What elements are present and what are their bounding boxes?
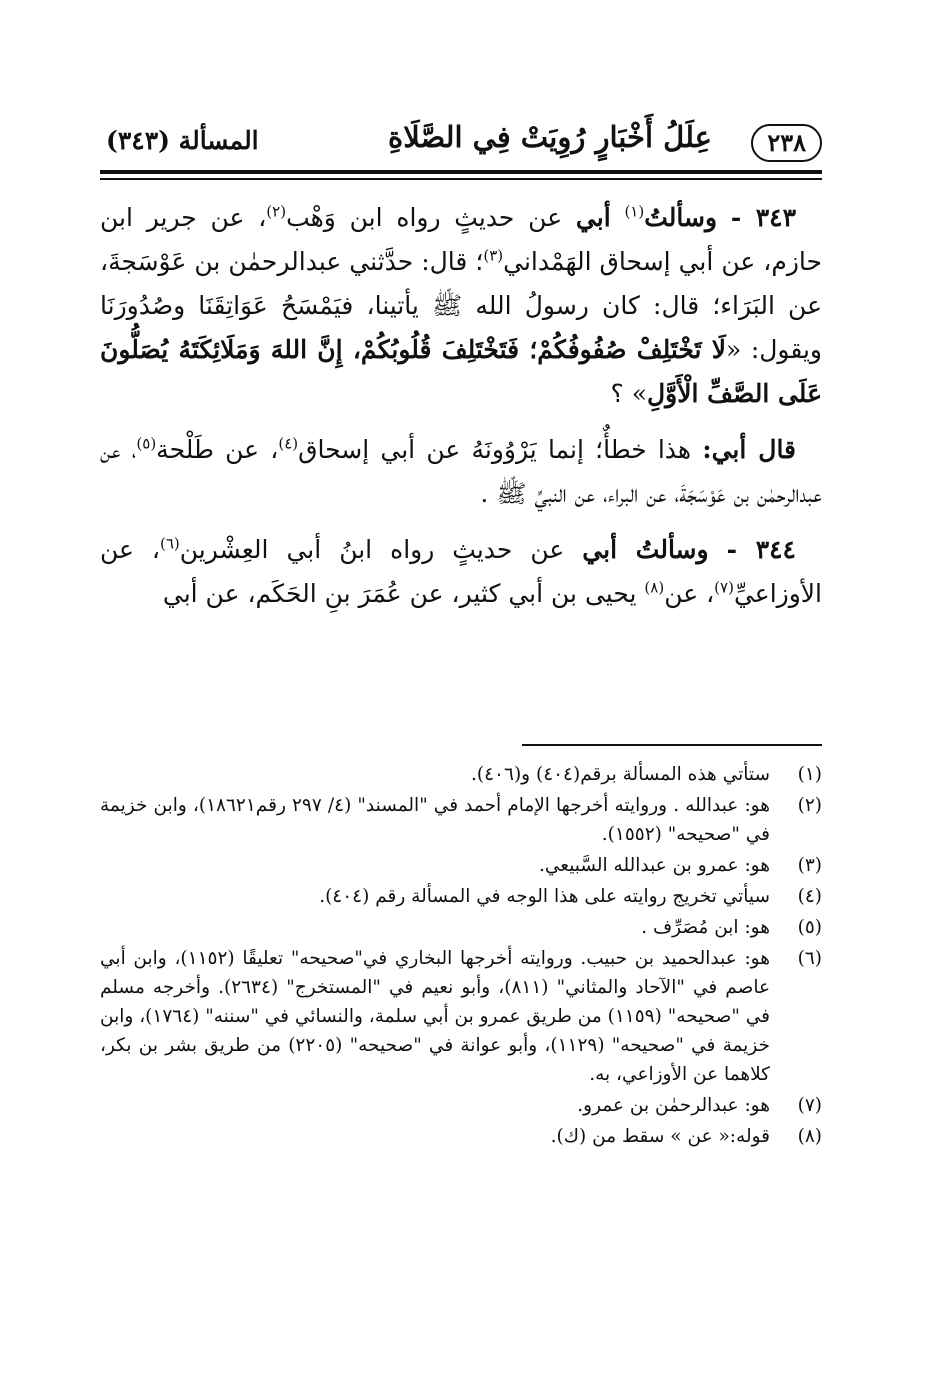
footnote-ref: (١)	[624, 202, 645, 221]
text-run: هذا خطأٌ؛ إنما يَرْوُونَهُ عن أبي إسحاق	[298, 435, 692, 464]
opening-phrase: وسألتُ أبي	[582, 535, 709, 564]
footnote-ref: (٥)	[136, 434, 157, 453]
footnote-number: (٢)	[797, 795, 822, 816]
footnote-number: (٤)	[797, 886, 822, 907]
text-run: عن حديثٍ رواه ابن وَهْب	[286, 203, 563, 232]
footnote-6	[100, 944, 822, 1089]
footnote-ref: (٦)	[160, 534, 180, 553]
paragraph-344	[100, 528, 822, 616]
paragraph-abi-answer	[100, 428, 822, 516]
footnote-ref: (٢)	[266, 202, 287, 221]
hadith-text: لَا تَخْتَلِفْ صُفُوفُكُمْ؛ فَتَخْتَلِفَ قُلُوبُكُمْ، إِنَّ اللهَ وَمَلَائِكَتَهُ يُصَلُّونَ عَلَى الصَّفِّ الْأَوَّلِ	[100, 335, 822, 408]
footnote-text: ستأتي هذه المسألة برقم(٤٠٤) و(٤٠٦).	[471, 764, 770, 785]
text-run: ، عن جرير ابن حازم، عن أبي إسحاق الهَمْداني	[100, 203, 822, 276]
footnote-7	[100, 1091, 822, 1120]
text-run: ، عن عبدالرحمٰن بن عَوْسَجَةَ، عن البراء، عن النبيِّ ﷺ .	[100, 435, 822, 508]
text-run: ، عن الأوزاعيِّ	[100, 535, 822, 608]
page-header	[100, 112, 822, 172]
footnote-number: (٧)	[797, 1095, 822, 1116]
text-run: » ؟	[610, 379, 647, 408]
issue-number: ٣٤٣ -	[730, 203, 797, 232]
footnote-ref: (٤)	[278, 434, 299, 453]
footnote-text: هو: عبدالرحمٰن بن عمرو.	[577, 1095, 770, 1116]
opening-phrase: وسألتُ	[644, 203, 718, 232]
footnote-8	[100, 1122, 822, 1151]
footnote-separator	[522, 744, 822, 746]
text-run: ، عن طَلْحة	[156, 435, 279, 464]
footnotes	[100, 760, 822, 1153]
issue-label: المسألة (٣٤٣)	[106, 126, 259, 155]
footnote-text: هو: عمرو بن عبدالله السَّبيعي.	[539, 855, 770, 876]
issue-number: ٣٤٤ -	[726, 535, 796, 564]
footnote-5	[100, 913, 822, 942]
text-run: يحيى بن أبي كثير، عن عُمَرَ بنِ الحَكَم، عن أبي	[162, 579, 637, 608]
footnote-ref: (٧)	[714, 578, 734, 597]
footnote-ref: (٣)	[483, 246, 504, 265]
page-number: ٢٣٨	[751, 124, 822, 162]
answer-lead: قال أبي:	[702, 435, 797, 464]
footnote-ref: (٨)	[644, 578, 665, 597]
main-text	[100, 196, 822, 628]
footnote-text: قوله:« عن » سقط من (ك).	[550, 1126, 770, 1147]
header-rule-thick	[100, 170, 822, 174]
footnote-1	[100, 760, 822, 789]
opening-phrase: أبي	[575, 203, 611, 232]
footnote-3	[100, 851, 822, 880]
footnote-number: (٨)	[797, 1126, 822, 1147]
footnote-2	[100, 791, 822, 849]
footnote-number: (٥)	[797, 917, 822, 938]
book-title: عِلَلُ أَخْبَارٍ رُوِيَتْ فِي الصَّلَاةِ	[388, 120, 712, 154]
footnote-number: (٣)	[797, 855, 822, 876]
footnote-text: هو: ابن مُصَرِّف .	[641, 917, 770, 938]
paragraph-343	[100, 196, 822, 416]
footnote-number: (١)	[797, 764, 822, 785]
footnote-number: (٦)	[797, 948, 822, 969]
footnote-text: هو: عبدالله . وروايته أخرجها الإمام أحمد في "المسند" (٤/ ٢٩٧ رقم١٨٦٢١)، وابن خزيمة في "صحيحه" (١٥٥٢).	[100, 795, 770, 845]
text-run: عن حديثٍ رواه ابنُ أبي العِشْرين	[179, 535, 565, 564]
text-run: ؛ قال: حدَّثني عبدالرحمٰن بن عَوْسَجةَ، عن البَرَاء؛ قال: كان رسولُ الله ﷺ يأتينا، فيَمْسَحُ عَوَاتِقَنَا وصُدُورَنَا ويقول: «	[100, 247, 823, 364]
footnote-4	[100, 882, 822, 911]
footnote-text: هو: عبدالحميد بن حبيب. وروايته أخرجها البخاري في"صحيحه" تعليقًا (١١٥٢)، وابن أبي عاصم في "الآحاد والمثاني" (٨١١)، وأبو نعيم في "المستخرج" (٢٦٣٤). وأخرجه مسلم في "صحيحه" (١١٥٩) من طريق عمرو بن أبي سلمة، والنسائي في "سننه" (١٧٦٤)، وابن خزيمة في "صحيحه" (١١٢٩)، وأبو عوانة في "صحيحه" (٢٢٠٥) من طريق بشر بن بكر، كلاهما عن الأوزاعي، به.	[100, 948, 770, 1085]
footnote-text: سيأتي تخريج روايته على هذا الوجه في المسألة رقم (٤٠٤).	[319, 886, 770, 907]
header-rule-thin	[100, 178, 822, 180]
book-page	[100, 112, 822, 1352]
text-run: ، عن	[664, 579, 715, 608]
